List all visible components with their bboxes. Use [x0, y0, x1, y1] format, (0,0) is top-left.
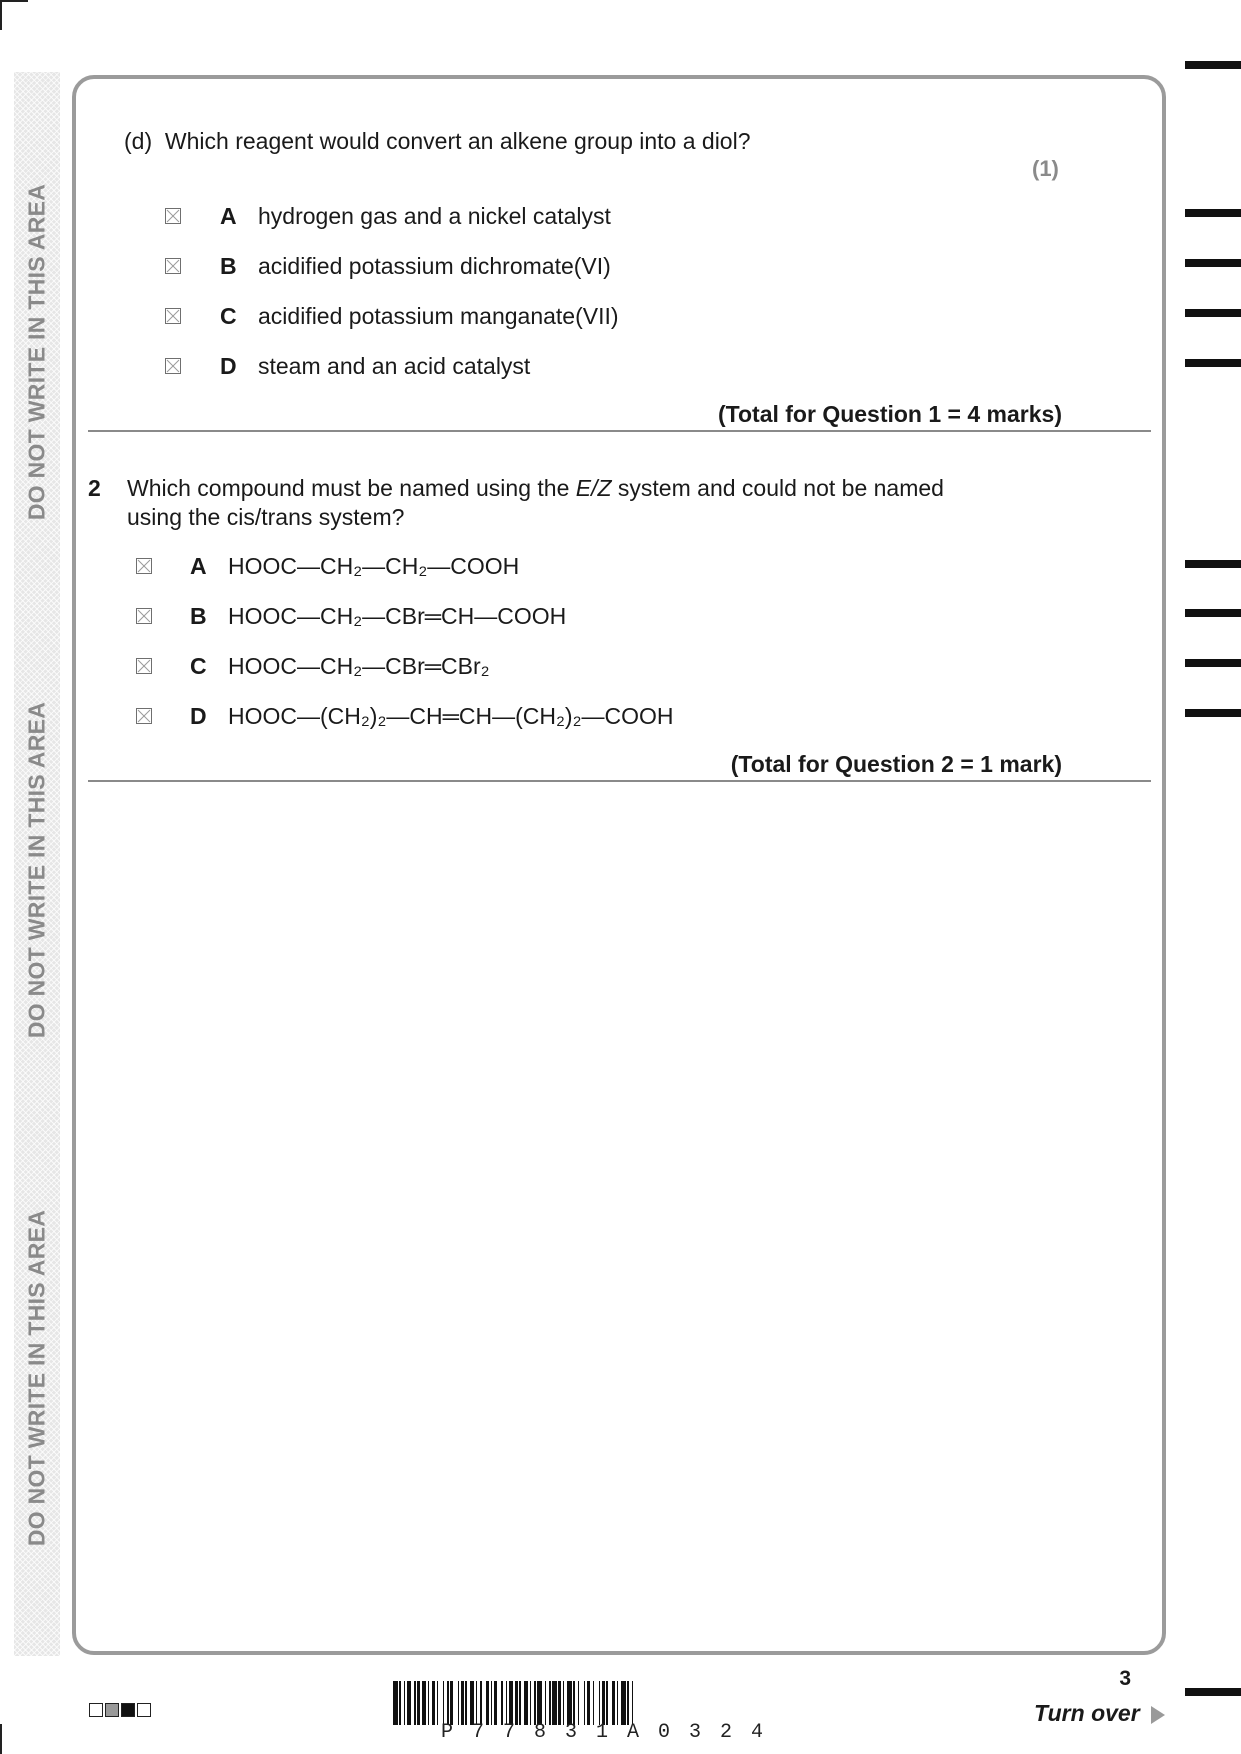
q2-option-b-checkbox[interactable] [136, 608, 152, 624]
q2-option-c-checkbox[interactable] [136, 658, 152, 674]
q1d-option-b-letter: B [220, 252, 237, 279]
q1d-option-c[interactable] [165, 301, 619, 331]
q1d-option-c-checkbox[interactable] [165, 308, 181, 324]
question-1d-marks: (1) [1032, 156, 1059, 181]
q2-option-a[interactable] [136, 551, 520, 581]
crop-mark-top [0, 0, 2, 30]
q2-option-a-formula: HOOC—CH₂—CH₂—COOH [228, 552, 520, 579]
q1d-option-b[interactable] [165, 251, 611, 281]
q2-option-c[interactable] [136, 651, 490, 681]
q1d-option-d-checkbox[interactable] [165, 358, 181, 374]
q1d-option-d-text: steam and an acid catalyst [258, 352, 531, 379]
question-2-text-italic: E/Z [575, 475, 612, 501]
question-2-divider [88, 780, 1151, 782]
q1d-option-b-text: acidified potassium dichromate(VI) [258, 252, 611, 279]
q1d-option-a[interactable] [165, 201, 611, 231]
q2-option-d-checkbox[interactable] [136, 708, 152, 724]
barcode-number: P77831A0324 [441, 1721, 783, 1744]
q1d-option-d[interactable] [165, 351, 531, 381]
turn-over-arrow-icon [1151, 1706, 1165, 1724]
q2-option-b[interactable] [136, 601, 567, 631]
timing-mark [1185, 659, 1241, 667]
timing-mark [1185, 61, 1241, 69]
barcode [393, 1681, 843, 1725]
q1d-option-c-letter: C [220, 302, 237, 329]
timing-mark [1185, 209, 1241, 217]
timing-mark [1185, 259, 1241, 267]
id-box-empty [89, 1703, 103, 1717]
question-2-stem-line1 [127, 473, 944, 503]
question-2-text-after: system and could not be named [611, 475, 944, 501]
page-number: 3 [1119, 1667, 1131, 1690]
q2-option-d[interactable] [136, 701, 674, 731]
timing-mark [1185, 609, 1241, 617]
timing-mark [1185, 560, 1241, 568]
q2-option-a-checkbox[interactable] [136, 558, 152, 574]
crop-mark-top-horizontal [0, 0, 28, 2]
q2-option-b-formula: HOOC—CH₂—CBr═CH—COOH [228, 602, 567, 629]
question-2-total: (Total for Question 2 = 1 mark) [730, 751, 1062, 777]
q2-option-c-letter: C [190, 652, 207, 679]
q2-option-b-letter: B [190, 602, 207, 629]
q1d-option-a-text: hydrogen gas and a nickel catalyst [258, 202, 611, 229]
question-1-divider [88, 430, 1151, 432]
timing-mark [1185, 359, 1241, 367]
page-id-boxes [89, 1703, 151, 1717]
q1d-option-a-checkbox[interactable] [165, 208, 181, 224]
timing-mark [1185, 709, 1241, 717]
question-1d-text: Which reagent would convert an alkene group into a diol? [164, 128, 751, 154]
question-2-text-before: Which compound must be named using the [127, 475, 576, 501]
q2-option-a-letter: A [190, 552, 207, 579]
crop-mark-bottom [0, 1724, 2, 1754]
q1d-option-c-text: acidified potassium manganate(VII) [258, 302, 619, 329]
q2-option-c-formula: HOOC—CH₂—CBr═CBr₂ [228, 652, 490, 679]
timing-mark [1185, 309, 1241, 317]
q1d-option-a-letter: A [220, 202, 237, 229]
turn-over-label: Turn over [1034, 1700, 1140, 1726]
question-1d-stem [124, 126, 751, 156]
question-2-stem-line2: using the cis/trans system? [127, 504, 405, 530]
id-box-black [121, 1703, 135, 1717]
q2-option-d-letter: D [190, 702, 207, 729]
timing-mark [1185, 1688, 1241, 1696]
id-box-empty [137, 1703, 151, 1717]
q2-option-d-formula: HOOC—(CH₂)₂—CH═CH—(CH₂)₂—COOH [228, 702, 674, 729]
question-2-number: 2 [88, 475, 101, 501]
barcode-bar [633, 1681, 638, 1725]
question-1-total: (Total for Question 1 = 4 marks) [717, 401, 1062, 427]
q1d-option-d-letter: D [220, 352, 237, 379]
id-box-grey [105, 1703, 119, 1717]
q1d-option-b-checkbox[interactable] [165, 258, 181, 274]
question-1d-label: (d) [124, 128, 153, 154]
